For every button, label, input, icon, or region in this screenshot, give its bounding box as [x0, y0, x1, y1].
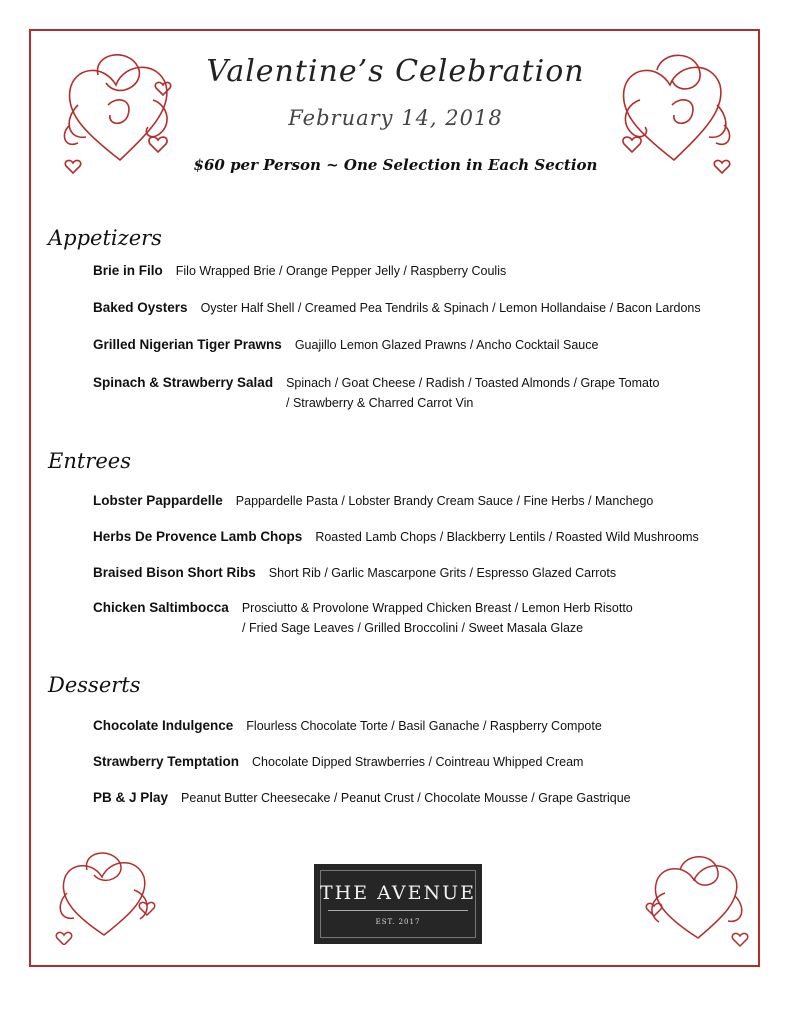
item-description: Flourless Chocolate Torte / Basil Ganache / Raspberry Compote: [246, 719, 602, 733]
item-name: Chicken Saltimbocca: [93, 600, 229, 615]
restaurant-logo: [314, 864, 482, 944]
swirl-heart-icon: [52, 845, 162, 945]
item-name: Chocolate Indulgence: [93, 718, 234, 733]
menu-item: [93, 752, 583, 772]
item-name: Grilled Nigerian Tiger Prawns: [93, 337, 282, 352]
item-description: Spinach / Goat Cheese / Radish / Toasted Almonds / Grape Tomato: [286, 376, 660, 390]
item-description: Filo Wrapped Brie / Orange Pepper Jelly / Raspberry Coulis: [175, 264, 507, 278]
item-description: Pappardelle Pasta / Lobster Brandy Cream Sauce / Fine Herbs / Manchego: [235, 494, 654, 508]
item-name: Baked Oysters: [93, 300, 188, 315]
item-name: Lobster Pappardelle: [93, 493, 223, 508]
item-name: Braised Bison Short Ribs: [93, 565, 256, 580]
item-name: PB & J Play: [93, 790, 169, 805]
logo-established: EST. 2017: [375, 918, 421, 926]
logo-name: THE AVENUE: [319, 882, 477, 904]
item-name: Herbs De Provence Lamb Chops: [93, 529, 303, 544]
item-description: Roasted Lamb Chops / Blackberry Lentils / Roasted Wild Mushrooms: [315, 530, 699, 544]
section-title-entrees: Entrees: [48, 449, 131, 473]
item-name: Spinach & Strawberry Salad: [93, 375, 274, 390]
menu-item: [93, 298, 701, 318]
item-description-continued: / Strawberry & Charred Carrot Vin: [286, 396, 474, 410]
menu-item: [93, 716, 602, 736]
item-description: Guajillo Lemon Glazed Prawns / Ancho Cocktail Sauce: [294, 338, 599, 352]
section-title-appetizers: Appetizers: [48, 226, 162, 250]
menu-item: [93, 373, 659, 393]
item-description: Short Rib / Garlic Mascarpone Grits / Espresso Glazed Carrots: [268, 566, 617, 580]
menu-item: [93, 788, 631, 808]
item-description: Prosciutto & Provolone Wrapped Chicken Breast / Lemon Herb Risotto: [241, 601, 633, 615]
menu-item-continued: [242, 618, 583, 638]
menu-item: [93, 335, 598, 355]
menu-item: [93, 261, 506, 281]
menu-item: [93, 527, 699, 547]
page-title: Valentine’s Celebration: [206, 54, 585, 89]
menu-item: [93, 563, 616, 583]
menu-item: [93, 491, 653, 511]
menu-item: [93, 598, 633, 618]
menu-item-continued: [286, 393, 473, 413]
logo-divider: [328, 910, 468, 911]
section-title-desserts: Desserts: [48, 673, 141, 697]
item-name: Strawberry Temptation: [93, 754, 240, 769]
item-description: Chocolate Dipped Strawberries / Cointreau Whipped Cream: [252, 755, 584, 769]
item-description-continued: / Fried Sage Leaves / Grilled Broccolini / Sweet Masala Glaze: [242, 621, 584, 635]
item-name: Brie in Filo: [93, 263, 163, 278]
price-line: $60 per Person ~ One Selection in Each Section: [193, 156, 598, 174]
item-description: Peanut Butter Cheesecake / Peanut Crust / Chocolate Mousse / Grape Gastrique: [181, 791, 631, 805]
event-date: February 14, 2018: [288, 106, 503, 130]
logo-border: [320, 870, 476, 938]
item-description: Oyster Half Shell / Creamed Pea Tendrils & Spinach / Lemon Hollandaise / Bacon Lardons: [200, 301, 701, 315]
swirl-heart-icon: [640, 848, 750, 948]
